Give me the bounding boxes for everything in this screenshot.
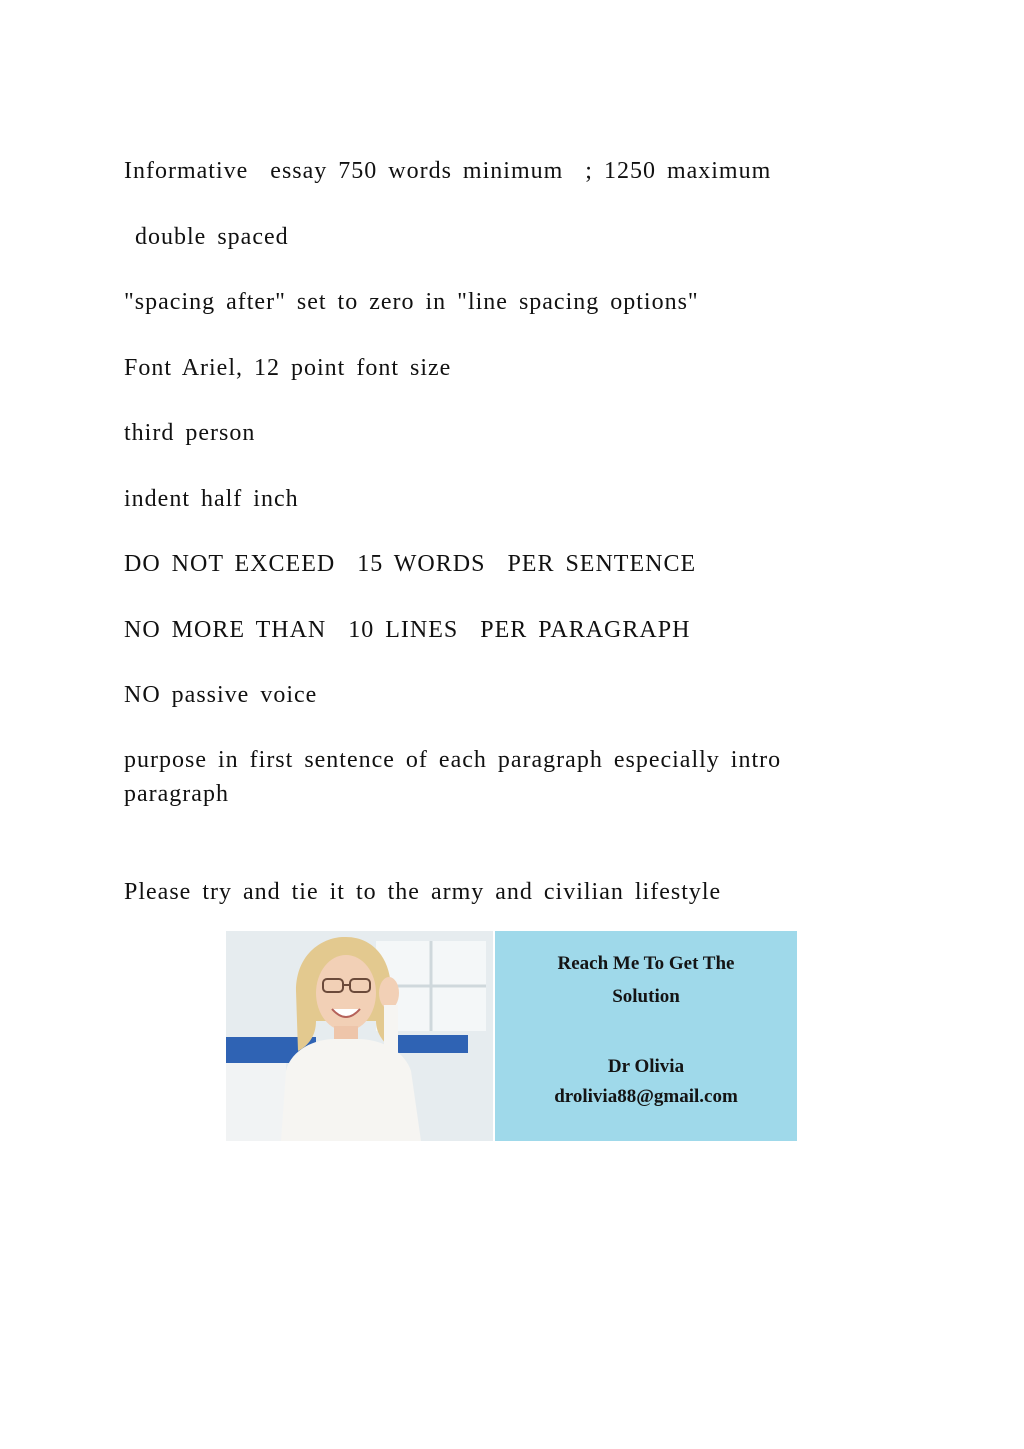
requirement-spacing-after: "spacing after" set to zero in "line spacing options" [124, 289, 699, 315]
ad-headline: Reach Me To Get The Solution [557, 953, 735, 1007]
requirement-topic: Please try and tie it to the army and civilian lifestyle [124, 879, 722, 905]
requirement-person: third person [124, 420, 256, 446]
requirement-paragraph-length: NO MORE THAN 10 LINES PER PARAGRAPH [124, 617, 691, 643]
ad-contact-panel [495, 931, 797, 1141]
requirement-indent: indent half inch [124, 486, 299, 512]
ad-contact-name: Dr Olivia [607, 1056, 685, 1077]
ad-contact-email[interactable]: drolivia88@gmail.com [554, 1086, 738, 1107]
requirement-voice: NO passive voice [124, 682, 318, 708]
requirement-spacing: double spaced [124, 224, 289, 250]
ad-banner [226, 931, 797, 1141]
ad-photo [226, 931, 493, 1141]
requirement-sentence-length: DO NOT EXCEED 15 WORDS PER SENTENCE [124, 551, 697, 577]
woman-photo-illustration [226, 931, 493, 1141]
requirement-font: Font Ariel, 12 point font size [124, 355, 452, 381]
requirement-purpose: purpose in first sentence of each paragraph especially intro paragraph [124, 747, 782, 807]
requirement-word-count: Informative essay 750 words minimum ; 1250 maximum [124, 158, 772, 184]
